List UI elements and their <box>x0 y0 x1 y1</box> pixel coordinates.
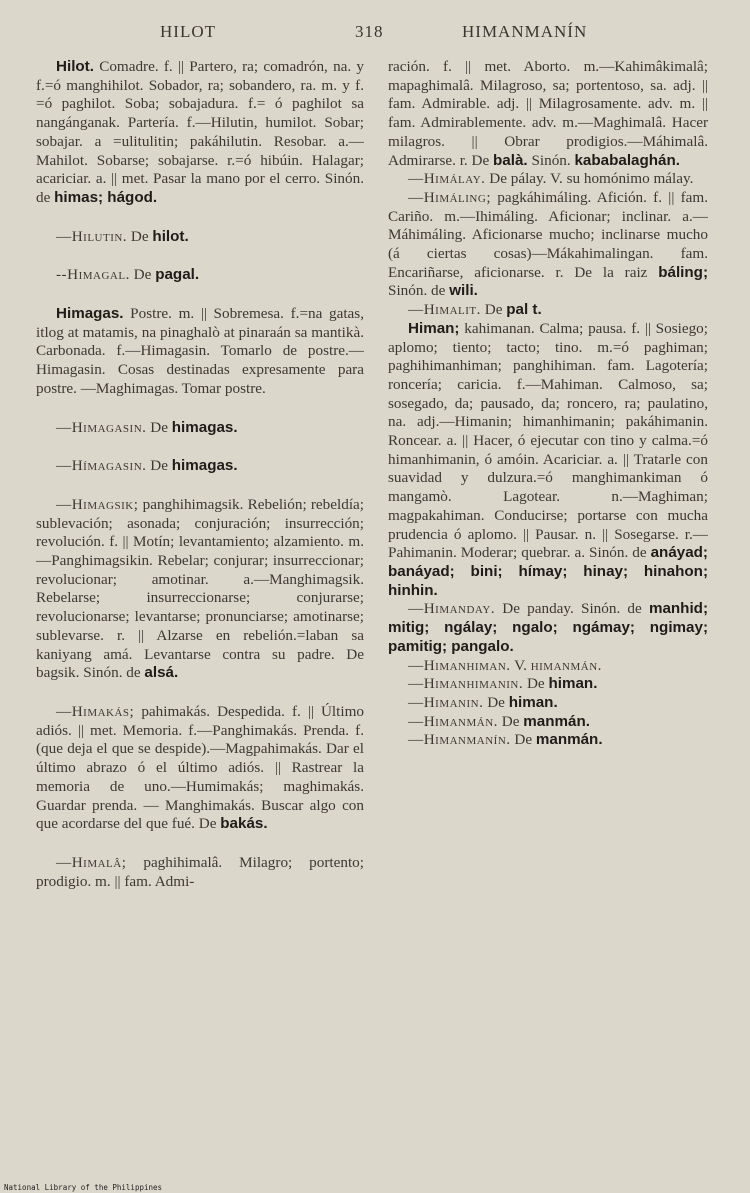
entry-definition: De <box>130 227 149 245</box>
entry-tail-crossref: wili. <box>449 282 478 300</box>
entry-definition: De <box>133 266 152 284</box>
entry-definition: De <box>526 675 545 693</box>
page-number: 318 <box>355 22 384 41</box>
entry-definition: kahimanan. Calma; pausa. f. || Sosiego; aplomo; tiento; tacto; tino. m.=ó paghiman; paghihimanhiman; panghihiman. fam. Lagotería; roncería; caricia. f.—Mahiman. Calmoso, sa; sosegado, da; pausado, da; roncero, ra; paulatino, na. adj.—Himanin; himanhimanin; pakáhimanin. Roncear. a. || Hacer, ó ejecutar con tino y calma.=ó himanhimanin, ó amóin. Acariciar. a. || Tratarle con suavidad y dulzura.=ó manghimankiman ó mangamò. Lagotear. n.—Maghiman; magpakahiman. Conducirse; portarse con mucha prudencia ó aplomo. || Pausar. n. || Sosegarse. r.—Pahimanin. Moderar; quebrar. a. Sinón. de <box>388 319 708 562</box>
dictionary-entry <box>388 731 708 750</box>
entry-tail-crossref: kababalaghán. <box>574 151 680 169</box>
dictionary-entry <box>388 694 708 713</box>
dictionary-entry <box>36 305 364 399</box>
entry-headword: —Himanmán. <box>408 712 498 730</box>
entry-crossref: manhid; mitig; ngálay; ngalo; ngámay; ngimay; pamitig; pangalo. <box>388 600 708 655</box>
entry-headword: —Himagsik; <box>56 495 139 513</box>
entry-crossref: himagas. <box>171 418 238 436</box>
right-column <box>388 58 708 750</box>
entry-crossref: himas; hágod. <box>54 188 158 206</box>
entry-definition: De <box>501 712 520 730</box>
dictionary-entry <box>36 703 364 834</box>
entry-headword: —Himanday. <box>408 600 496 618</box>
entry-headword: —Hilutin. <box>56 227 128 245</box>
dictionary-entry <box>36 228 364 247</box>
dictionary-entry <box>36 457 364 476</box>
entry-definition: De <box>514 731 533 749</box>
entry-headword: —Himanhiman. <box>408 656 511 674</box>
page-header <box>0 18 750 48</box>
entry-crossref: hilot. <box>152 227 189 245</box>
entry-headword: Himagas. <box>56 305 124 323</box>
entry-definition: De panday. Sinón. de <box>502 600 642 618</box>
entry-definition: Comadre. f. || Partero, ra; comadrón, na. y f.=ó manghihilot. Sobador, ra; sobandero, ra. m. y f. =ó paghilot. Soba; sobajadura. f.= ó paghilot sa nangánganak. Partería. f.—Hilutin, humilot. Sobar; sobajar. a =ulitulitin; pakáhilutin. Resobar. a.—Mahilot. Sobarse; sobajarse. r.=ó hibúin. Halagar; acariciar. a. || met. Pasar la mano por el cerro. Sinón. de <box>36 58 365 206</box>
entry-crossref: himagas. <box>171 457 238 475</box>
entry-crossref: himan. <box>548 675 598 693</box>
dictionary-entry <box>36 496 364 683</box>
entry-definition: Postre. m. || Sobremesa. f.=na gatas, itlog at matamis, na pinaghalò at pinaraán sa mantikà. Carbonada. f.—Himagasin. Tomarlo de postre.—Himagasin. Cosas destinadas expresamente para postre. —Maghimagas. Tomar postre. <box>36 305 364 397</box>
dictionary-entry <box>388 301 708 320</box>
entry-headword: Himan; <box>408 319 460 337</box>
entry-headword: Hilot. <box>56 58 94 75</box>
entry-crossref: alsá. <box>144 664 179 682</box>
dictionary-entry <box>36 266 364 285</box>
entry-crossref: manmán. <box>535 731 603 749</box>
entry-crossref: himan. <box>508 693 558 711</box>
entry-definition: pahimakás. Despedida. f. || Último adiós. || met. Memoria. f.—Panghimakás. Prenda. f. (que deja el que se despide).—Magpahimakás. Dar el último abrazo ó el último adiós. || Rastrear la memoria de uno.—Humimakás; maghimakás. Guardar prenda. — Manghimakás. Buscar algo con que acordarse del que fué. De <box>36 702 364 833</box>
entry-crossref: báling; <box>658 263 709 281</box>
entry-tail: Sinón. de <box>388 282 446 300</box>
dictionary-entry <box>388 713 708 732</box>
entry-headword: —Himalit. <box>408 301 481 319</box>
library-credit: National Library of the Philippines <box>4 1183 163 1192</box>
entry-headword: —Himakás; <box>56 702 135 720</box>
entry-definition: De <box>484 301 503 319</box>
running-head-left: HILOT <box>160 22 216 41</box>
entry-headword: —Himáling; <box>408 188 492 206</box>
entry-definition: De <box>150 457 168 475</box>
entry-headword: —Himanin. <box>408 693 484 711</box>
entry-crossref: pal t. <box>506 301 542 319</box>
entry-definition: pagkáhimáling. Afición. f. || fam. Cariño. m.—Ihimáling. Aficionar; inclinar. a.—Máhimáling. Aficionarse mucho; inclinarse mucho (á ciertas cosas)—Mákahimalingan. fam. Encariñarse, aficionarse. r. De la raiz <box>388 188 709 281</box>
entry-crossref: manmán. <box>523 712 590 730</box>
entry-crossref: pagal. <box>155 266 200 284</box>
entry-definition: De <box>487 693 505 711</box>
entry-tail: Sinón. <box>531 151 571 169</box>
entry-definition: De <box>150 418 168 436</box>
dictionary-entry <box>388 600 708 656</box>
entry-tail: himanmán. <box>530 656 602 674</box>
entry-definition: De pálay. V. su homónimo málay. <box>489 170 694 188</box>
entry-headword: —Himalâ; <box>56 853 127 871</box>
entry-definition: panghihimagsik. Rebelión; rebeldía; sublevación; asonada; conjuración; insurrección; revolución. f. || Motín; levantamiento; alzamiento. m.—Panghimagsikin. Rebelar; conjurar; insurreccionar; revolucionar; amotinar. a.—Manghimagsik. Rebelarse; insurreccionarse; conjurarse; revolucionarse; levantarse; pronunciarse; amotinarse; sublevarse. r. || Alzarse en rebelión.=laban sa kaniyang amá. Levantarse contra su padre. De bagsik. Sinón. de <box>36 495 364 682</box>
running-head-right: HIMANMANÍN <box>462 22 588 41</box>
entry-crossref: anáyad; banáyad; bini; hímay; hinay; hinahon; hinhin. <box>388 544 708 599</box>
entry-headword: —Himanhimanin. <box>408 675 524 693</box>
left-column <box>36 58 364 911</box>
entry-crossref: bakás. <box>220 815 268 833</box>
entry-headword: —Himanmanín. <box>408 731 511 749</box>
dictionary-entry <box>388 320 708 601</box>
entry-headword: --Himagal. <box>56 266 130 284</box>
dictionary-entry <box>388 170 708 189</box>
entry-headword: —Hímagasin. <box>56 457 147 475</box>
dictionary-entry <box>388 675 708 694</box>
entry-headword: —Himálay. <box>408 170 486 188</box>
entry-headword: —Himagasin. <box>56 418 147 436</box>
dictionary-entry <box>36 58 364 208</box>
dictionary-entry <box>36 854 364 891</box>
entry-definition: ración. f. || met. Aborto. m.—Kahimâkimalâ; mapaghimalâ. Milagroso, sa; portentoso, sa. adj. || fam. Admirable. adj. || Milagrosamente. adv. m. || fam. Admirablemente. adv. m.—Maghimalâ. Hacer milagros. || Obrar prodigios.—Máhimalâ. Admirarse. r. De <box>388 58 708 169</box>
dictionary-entry <box>388 189 708 301</box>
dictionary-entry <box>388 657 708 676</box>
dictionary-entry <box>388 58 708 170</box>
dictionary-entry <box>36 419 364 438</box>
entry-definition: paghihimalâ. Milagro; portento; prodigio. m. || fam. Admi- <box>36 853 364 890</box>
entry-crossref: balà. <box>493 151 528 169</box>
entry-definition: V. <box>514 656 527 674</box>
